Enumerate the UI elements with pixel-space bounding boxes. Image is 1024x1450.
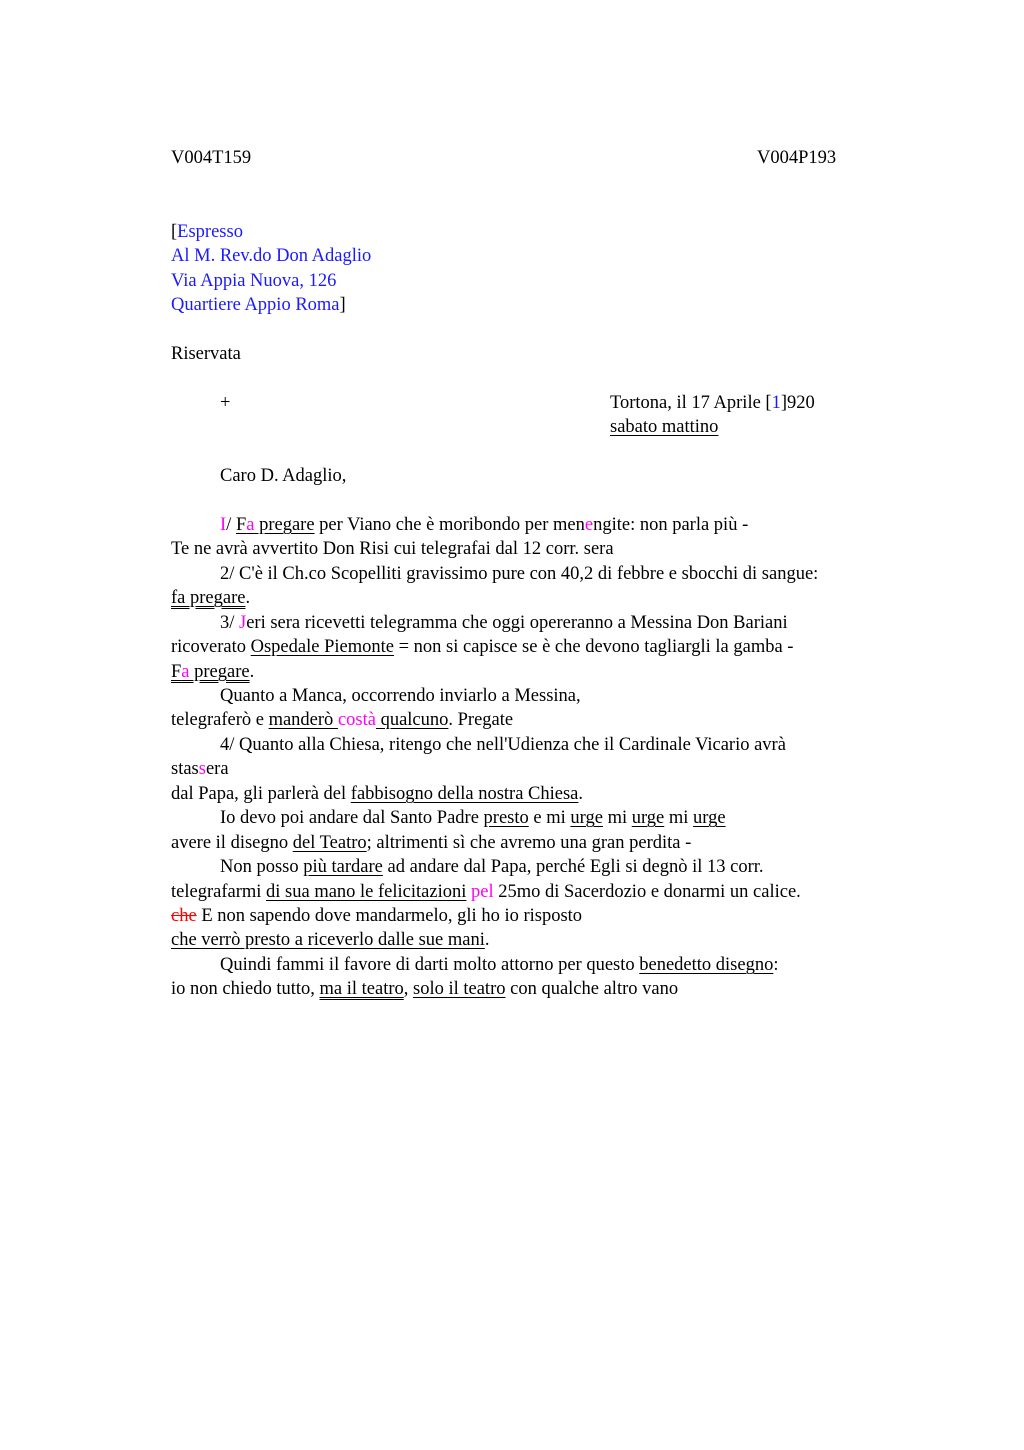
text-span: stas [171,759,199,779]
address-espresso: Espresso [177,222,243,242]
underlined-text: presto [483,808,529,828]
text-span: Non posso [220,857,304,877]
date-line [610,391,815,415]
text-span: telegraferò e [171,710,269,730]
date-insert: 1 [771,393,781,413]
text-span: pregare [189,662,250,682]
text-span: = non si capisce se è che devono tagliargli la gamba - [393,637,794,657]
inserted-letter: J [239,613,247,633]
inserted-word: costà [337,710,376,730]
text-span: ngite: non parla più - [593,515,749,535]
item-number: I [220,515,227,535]
text-span: Io devo poi andare dal Santo Padre [220,808,484,828]
text-span: pregare [254,515,315,535]
date-day: sabato mattino [610,417,719,437]
text-span: eri sera ricevetti telegramma che oggi opereranno a Messina Don Bariani [246,613,788,633]
text-span: / [226,515,236,535]
hospital-name: Ospedale Piemonte [250,637,394,657]
text-span: . [578,784,584,804]
underlined-text: benedetto disegno [639,955,774,975]
paragraph-3-line-1 [220,611,788,635]
text-span: . [484,930,490,950]
paragraph-5-line-1: 4/ Quanto alla Chiesa, ritengo che nell'Udienza che il Cardinale Vicario avrà [220,735,786,755]
text-span: , [403,979,413,999]
underlined-text: fabbisogno della nostra Chiesa [350,784,579,804]
address-line-3: Via Appia Nuova, 126 [171,271,337,291]
underlined-text: che verrò presto a riceverlo dalle sue mani [171,930,485,950]
paragraph-7-line-2 [171,880,801,904]
underlined-text: manderò [268,710,338,730]
underlined-text: più tardare [303,857,383,877]
paragraph-3-line-3 [171,660,254,684]
paragraph-7-line-1 [220,855,764,879]
paragraph-5-line-3 [171,782,583,806]
date-prefix: Tortona, il 17 Aprile [ [610,393,772,413]
underlined-text: urge [570,808,603,828]
text-span: per Viano che è moribondo per men [314,515,585,535]
paragraph-6-line-1 [220,806,726,830]
underlined-text: urge [631,808,665,828]
document-code-right: V004P193 [757,148,837,168]
text-span: era [205,759,229,779]
underlined-text: qualcuno [375,710,449,730]
address-district: Quartiere Appio Roma [171,295,340,315]
text-span: 25mo di Sacerdozio e donarmi un calice. [493,882,801,902]
text-span: con qualche altro vano [505,979,679,999]
paragraph-1-line-1 [220,513,748,537]
underlined-text: di sua mano le felicitazioni [266,882,467,902]
underlined-text: solo il teatro [413,979,506,999]
paragraph-7-line-3 [171,904,582,928]
paragraph-2-line-2 [171,586,250,610]
text-span: : [773,955,779,975]
text-span: ad andare dal Papa, perché Egli si degnò il 13 corr. [382,857,764,877]
text-span: mi [664,808,694,828]
paragraph-8-line-1 [220,953,778,977]
address-close-bracket: ] [339,295,346,315]
underlined-text: ma il teatro [319,979,404,999]
inserted-letter: a [246,515,255,535]
riservata-label: Riservata [171,344,241,364]
document-code-left: V004T159 [171,148,252,168]
text-span: telegrafarmi [171,882,267,902]
text-span: Quindi fammi il favore di darti molto attorno per questo [220,955,640,975]
paragraph-5-line-2 [171,757,229,781]
paragraph-6-line-2 [171,831,691,855]
address-open-bracket: [ [171,222,178,242]
text-span: dal Papa, gli parlerà del [171,784,351,804]
text-span: io non chiedo tutto, [171,979,320,999]
text-span: ricoverato [171,637,251,657]
text-span: 3/ [220,613,240,633]
text-span: . Pregate [448,710,514,730]
inserted-letter: a [181,662,190,682]
text-span: . [245,588,251,608]
paragraph-8-line-2 [171,977,678,1001]
text-span: avere il disegno [171,833,293,853]
text-span: e mi [528,808,571,828]
salutation: Caro D. Adaglio, [220,466,347,486]
paragraph-4-line-1: Quanto a Manca, occorrendo inviarlo a Messina, [220,686,581,706]
paragraph-1-line-2: Te ne avrà avvertito Don Risi cui telegrafai dal 12 corr. sera [171,539,614,559]
text-span: F [235,515,247,535]
date-suffix: ]920 [780,393,815,413]
paragraph-7-line-4 [171,928,489,952]
text-span: F [171,662,182,682]
fa-pregare [171,662,250,682]
fa-pregare [236,515,315,535]
inserted-letter: e [584,515,594,535]
address-line-4 [171,293,346,317]
paragraph-3-line-2 [171,635,793,659]
paragraph-2-line-1: 2/ C'è il Ch.co Scopelliti gravissimo pure con 40,2 di febbre e sbocchi di sangue: [220,564,819,584]
address-line-1 [171,220,243,244]
deleted-word: che [171,906,197,926]
text-span: ; altrimenti sì che avremo una gran perdita - [366,833,692,853]
underlined-text: urge [693,808,726,828]
address-line-2: Al M. Rev.do Don Adaglio [171,246,372,266]
text-span: . [249,662,255,682]
inserted-letter: s [198,759,206,779]
text-span: E non sapendo dove mandarmelo, gli ho io risposto [196,906,583,926]
underlined-text: del Teatro [292,833,367,853]
fa-pregare: fa pregare [171,588,246,608]
cross-mark: + [220,393,231,413]
inserted-word: pel [471,882,494,902]
paragraph-4-line-2 [171,708,513,732]
text-span: mi [602,808,632,828]
